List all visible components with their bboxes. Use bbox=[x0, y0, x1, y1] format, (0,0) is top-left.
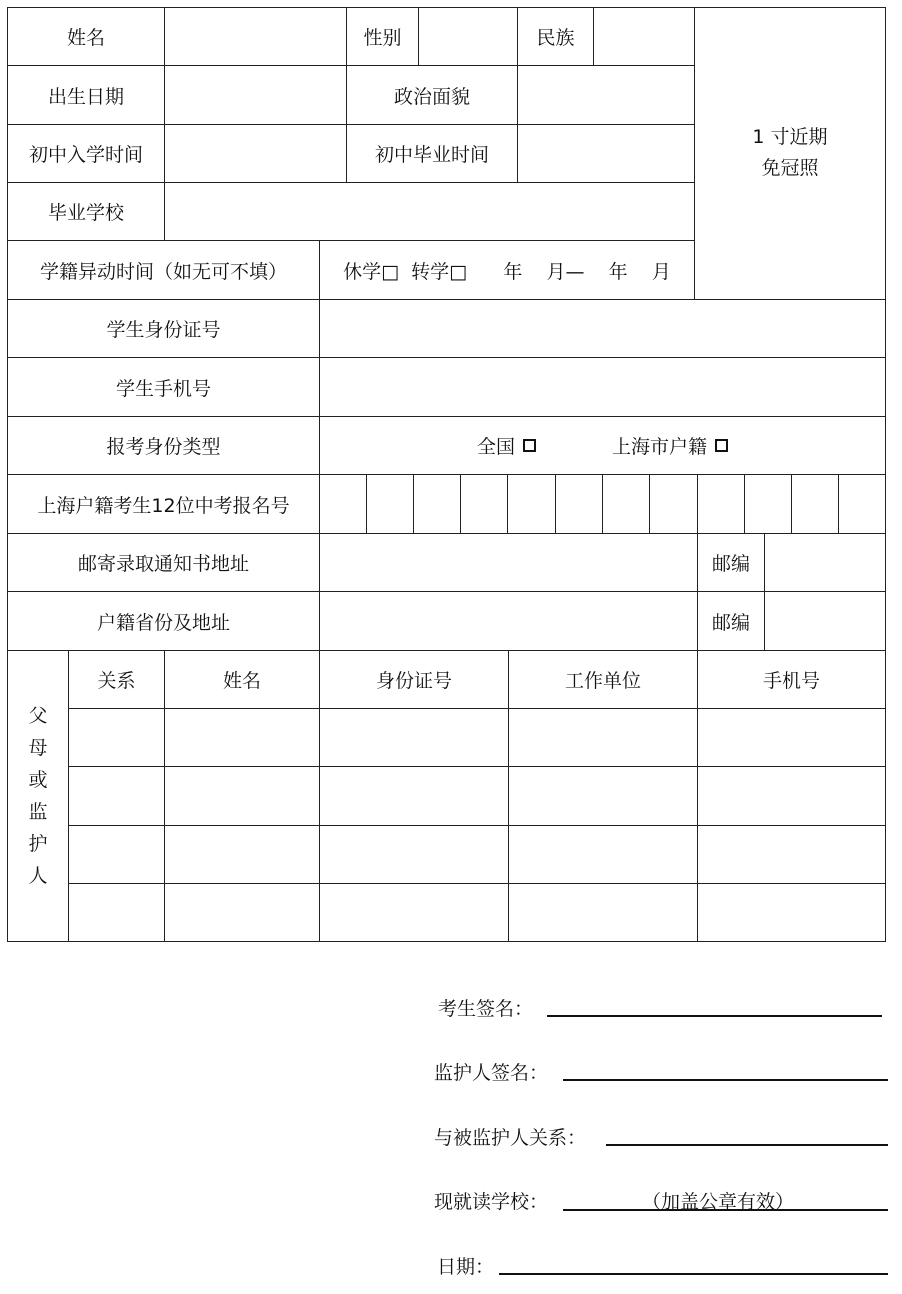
guardian-relation-cell[interactable] bbox=[68, 883, 165, 942]
student-signature-label: 考生签名： bbox=[438, 998, 534, 1020]
gender-field[interactable] bbox=[418, 7, 518, 66]
header-name: 姓名 bbox=[164, 650, 320, 709]
side-char: 监 bbox=[28, 801, 48, 823]
exam-type-field bbox=[319, 416, 886, 475]
exam-number-box[interactable] bbox=[366, 474, 414, 534]
side-char: 父 bbox=[28, 705, 48, 727]
graduate-label: 初中毕业时间 bbox=[346, 124, 518, 183]
side-char: 或 bbox=[28, 769, 48, 791]
political-field[interactable] bbox=[517, 65, 695, 125]
phone-label: 学生手机号 bbox=[7, 357, 320, 417]
header-phone: 手机号 bbox=[697, 650, 886, 709]
guardian-id-cell[interactable] bbox=[319, 708, 509, 767]
guardian-relation-cell[interactable] bbox=[68, 825, 165, 884]
header-id: 身份证号 bbox=[319, 650, 509, 709]
guardian-name-cell[interactable] bbox=[164, 883, 320, 942]
mailing-postal-label: 邮编 bbox=[697, 533, 765, 592]
birthdate-label: 出生日期 bbox=[7, 65, 165, 125]
enroll-label: 初中入学时间 bbox=[7, 124, 165, 183]
school-label: 毕业学校 bbox=[7, 182, 165, 241]
guardian-employer-cell[interactable] bbox=[508, 708, 698, 767]
guardian-relation-cell[interactable] bbox=[68, 708, 165, 767]
guardian-id-cell[interactable] bbox=[319, 825, 509, 884]
exam-number-box[interactable] bbox=[460, 474, 508, 534]
header-relation: 关系 bbox=[68, 650, 165, 709]
exam-type-label: 报考身份类型 bbox=[7, 416, 320, 475]
header-employer: 工作单位 bbox=[508, 650, 698, 709]
guardian-id-cell[interactable] bbox=[319, 766, 509, 826]
exam-number-box[interactable] bbox=[744, 474, 792, 534]
birthdate-field[interactable] bbox=[164, 65, 347, 125]
guardian-employer-cell[interactable] bbox=[508, 883, 698, 942]
stamp-note: （加盖公章有效） bbox=[642, 1191, 795, 1213]
exam-number-box[interactable] bbox=[791, 474, 839, 534]
option-shanghai[interactable] bbox=[612, 432, 728, 459]
relation-label: 与被监护人关系： bbox=[434, 1127, 587, 1149]
id-field[interactable] bbox=[319, 299, 886, 358]
side-char: 人 bbox=[28, 865, 48, 887]
side-char: 母 bbox=[28, 737, 48, 759]
status-change-field[interactable]: 休学□ 转学□ 年 月— 年 月 bbox=[319, 240, 695, 300]
household-postal-label: 邮编 bbox=[697, 591, 765, 651]
ethnicity-label: 民族 bbox=[517, 7, 594, 66]
graduate-field[interactable] bbox=[517, 124, 695, 183]
exam-number-box[interactable] bbox=[602, 474, 650, 534]
guardian-signature-label: 监护人签名： bbox=[434, 1062, 549, 1084]
name-label: 姓名 bbox=[7, 7, 165, 66]
option-national[interactable] bbox=[477, 432, 536, 459]
guardian-phone-cell[interactable] bbox=[697, 708, 886, 767]
household-address-label: 户籍省份及地址 bbox=[7, 591, 320, 651]
guardian-phone-cell[interactable] bbox=[697, 883, 886, 942]
photo-line1: 1 寸近期 bbox=[752, 126, 828, 148]
guardian-name-cell[interactable] bbox=[164, 766, 320, 826]
guardian-phone-cell[interactable] bbox=[697, 825, 886, 884]
side-char: 护 bbox=[28, 833, 48, 855]
mailing-postal-field[interactable] bbox=[764, 533, 886, 592]
ethnicity-field[interactable] bbox=[593, 7, 695, 66]
date-label: 日期： bbox=[437, 1256, 495, 1278]
guardian-phone-cell[interactable] bbox=[697, 766, 886, 826]
date-line[interactable] bbox=[499, 1273, 888, 1275]
photo-box[interactable] bbox=[694, 7, 886, 300]
guardian-relation-cell[interactable] bbox=[68, 766, 165, 826]
exam-number-box[interactable] bbox=[413, 474, 461, 534]
guardian-name-cell[interactable] bbox=[164, 825, 320, 884]
mailing-address-field[interactable] bbox=[319, 533, 698, 592]
exam-number-box[interactable] bbox=[649, 474, 698, 534]
option-shanghai-label: 上海市户籍 bbox=[612, 436, 708, 458]
exam-number-box[interactable] bbox=[697, 474, 745, 534]
current-school-label: 现就读学校： bbox=[434, 1191, 549, 1213]
exam-number-box[interactable] bbox=[555, 474, 603, 534]
relation-line[interactable] bbox=[606, 1144, 888, 1146]
exam-number-box[interactable] bbox=[319, 474, 367, 534]
guardian-name-cell[interactable] bbox=[164, 708, 320, 767]
gender-label: 性别 bbox=[346, 7, 419, 66]
household-address-field[interactable] bbox=[319, 591, 698, 651]
checkbox-icon[interactable] bbox=[523, 439, 536, 452]
student-signature-line[interactable] bbox=[547, 1015, 882, 1017]
guardian-id-cell[interactable] bbox=[319, 883, 509, 942]
exam-number-box[interactable] bbox=[838, 474, 886, 534]
id-label: 学生身份证号 bbox=[7, 299, 320, 358]
exam-number-label: 上海户籍考生12位中考报名号 bbox=[7, 474, 320, 534]
status-change-label: 学籍异动时间（如无可不填） bbox=[7, 240, 320, 300]
mailing-address-label: 邮寄录取通知书地址 bbox=[7, 533, 320, 592]
option-national-label: 全国 bbox=[476, 436, 515, 458]
checkbox-icon[interactable] bbox=[715, 439, 728, 452]
exam-number-box[interactable] bbox=[507, 474, 556, 534]
school-field[interactable] bbox=[164, 182, 695, 241]
guardian-employer-cell[interactable] bbox=[508, 766, 698, 826]
guardian-side-label bbox=[7, 650, 69, 942]
guardian-employer-cell[interactable] bbox=[508, 825, 698, 884]
political-label: 政治面貌 bbox=[346, 65, 518, 125]
enroll-field[interactable] bbox=[164, 124, 347, 183]
photo-line2: 免冠照 bbox=[761, 157, 819, 179]
household-postal-field[interactable] bbox=[764, 591, 886, 651]
guardian-signature-line[interactable] bbox=[563, 1079, 888, 1081]
phone-field[interactable] bbox=[319, 357, 886, 417]
name-field[interactable] bbox=[164, 7, 347, 66]
